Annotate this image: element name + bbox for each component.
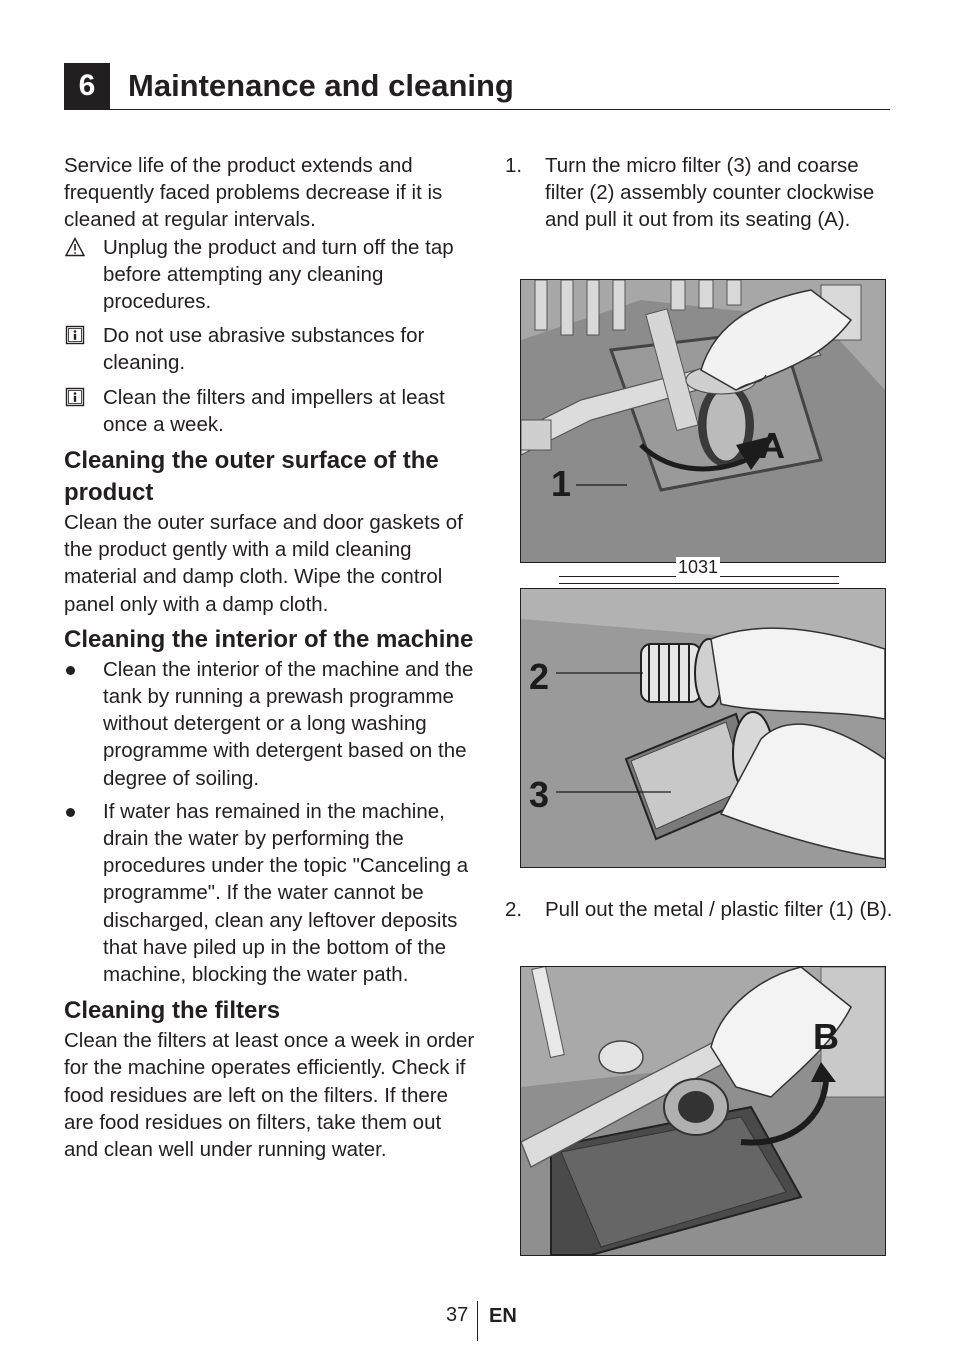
step-2 — [505, 896, 895, 923]
warning-triangle-icon — [65, 237, 85, 257]
label-2: 2 — [529, 656, 550, 697]
label-b: B — [813, 1016, 839, 1057]
step-number: 2. — [505, 898, 523, 921]
bullet-dot — [66, 808, 75, 817]
interior-bullet-1: Clean the interior of the machine and the tank by running a prewash programme without detergent or a long washing programme with detergent based on the degree of soiling. — [103, 657, 474, 790]
step-text: Pull out the metal / plastic filter (1) (B). — [545, 898, 893, 921]
info-note-1 — [64, 322, 476, 376]
intro-text: Service life of the product extends and frequently faced problems decrease if it is cleaned at regular intervals. — [64, 154, 443, 232]
step-1 — [505, 152, 895, 234]
illustration-filter-turn — [520, 279, 886, 563]
label-3: 3 — [529, 774, 550, 815]
outer-surface-text: Clean the outer surface and door gaskets of the product gently with a mild cleaning material and damp cloth. Wipe the control panel only with a damp cloth. — [64, 511, 463, 616]
filters-text: Clean the filters at least once a week in order for the machine operates efficiently. Check if food residues are left on the filters. If there are food residues on filters, take them out and clean well under running water. — [64, 1029, 475, 1162]
section-title: Maintenance and cleaning — [128, 68, 514, 103]
info-text-2: Clean the filters and impellers at least once a week. — [103, 385, 445, 436]
bullet-dot — [66, 666, 75, 675]
interior-bullet-2: If water has remained in the machine, drain the water by performing the procedures under the topic "Canceling a programme". If the water cannot be discharged, clean any leftover deposits that have piled up in the bottom of the machine, blocking the water path. — [103, 799, 469, 987]
warning-note — [64, 234, 476, 316]
info-text-1: Do not use abrasive substances for cleaning. — [103, 324, 425, 375]
filters-heading: Cleaning the filters — [64, 997, 281, 1025]
warning-text: Unplug the product and turn off the tap before attempting any cleaning procedures. — [103, 235, 454, 314]
label-a: A — [759, 425, 785, 466]
illustration-filters-separated — [520, 588, 886, 868]
label-1: 1 — [551, 463, 572, 504]
list-item — [64, 656, 476, 792]
step-text: Turn the micro filter (3) and coarse filter (2) assembly counter clockwise and pull it out from its seating (A). — [545, 154, 875, 232]
info-icon — [65, 387, 85, 407]
section-header — [64, 63, 890, 110]
step-number: 1. — [505, 154, 523, 177]
right-column-step2 — [505, 896, 895, 923]
image-divider — [559, 576, 839, 584]
info-note-2 — [64, 384, 476, 438]
illustration-filter-pull — [520, 966, 886, 1256]
right-column — [505, 152, 895, 234]
interior-heading: Cleaning the interior of the machine — [64, 625, 474, 653]
image-code: 1031 — [678, 557, 719, 577]
section-number: 6 — [64, 63, 110, 109]
left-column — [64, 152, 476, 1163]
list-item — [64, 798, 476, 988]
outer-surface-heading: Cleaning the outer surface of the product — [64, 447, 439, 507]
footer-divider — [477, 1301, 478, 1341]
info-icon — [65, 325, 85, 345]
language-code: EN — [489, 1305, 517, 1327]
page-number: 37 — [446, 1304, 469, 1326]
